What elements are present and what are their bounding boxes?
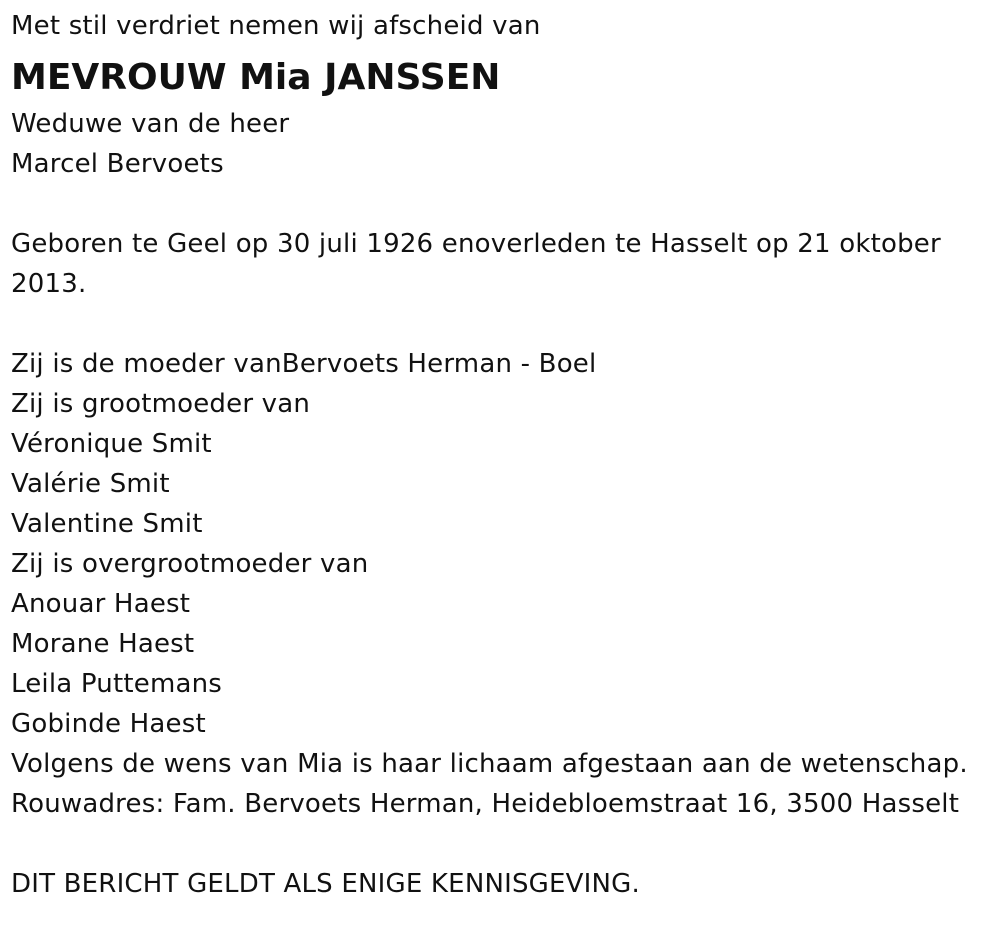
grandmother-of-text: Zij is grootmoeder van xyxy=(11,389,311,419)
wish-text: Volgens de wens van Mia is haar lichaam afgestaan aan de wetenschap. xyxy=(11,749,968,779)
spacer xyxy=(11,184,986,224)
spacer xyxy=(11,824,986,864)
great-grandchild-item: Leila Puttemans xyxy=(11,669,223,699)
spouse-line-2: Marcel Bervoets xyxy=(11,149,224,179)
great-grandchild-item: Morane Haest xyxy=(11,629,195,659)
death-notice xyxy=(11,6,986,904)
grandchild-item: Véronique Smit xyxy=(11,429,212,459)
birth-death-text: Geboren te Geel op 30 juli 1926 enoverleden te Hasselt op 21 oktober 2013. xyxy=(11,229,941,299)
mother-of-text: Zij is de moeder vanBervoets Herman - Boel xyxy=(11,349,597,379)
grandchild-item: Valentine Smit xyxy=(11,509,203,539)
great-grandchild-item: Gobinde Haest xyxy=(11,709,206,739)
grandchild-item: Valérie Smit xyxy=(11,469,170,499)
spouse-line-1: Weduwe van de heer xyxy=(11,109,290,139)
spacer xyxy=(11,304,986,344)
intro-text: Met stil verdriet nemen wij afscheid van xyxy=(11,11,541,41)
mourning-address: Rouwadres: Fam. Bervoets Herman, Heidebloemstraat 16, 3500 Hasselt xyxy=(11,789,960,819)
deceased-name: MEVROUW Mia JANSSEN xyxy=(11,57,501,98)
great-grandmother-of-text: Zij is overgrootmoeder van xyxy=(11,549,369,579)
great-grandchild-item: Anouar Haest xyxy=(11,589,191,619)
closing-text: DIT BERICHT GELDT ALS ENIGE KENNISGEVING. xyxy=(11,869,640,899)
